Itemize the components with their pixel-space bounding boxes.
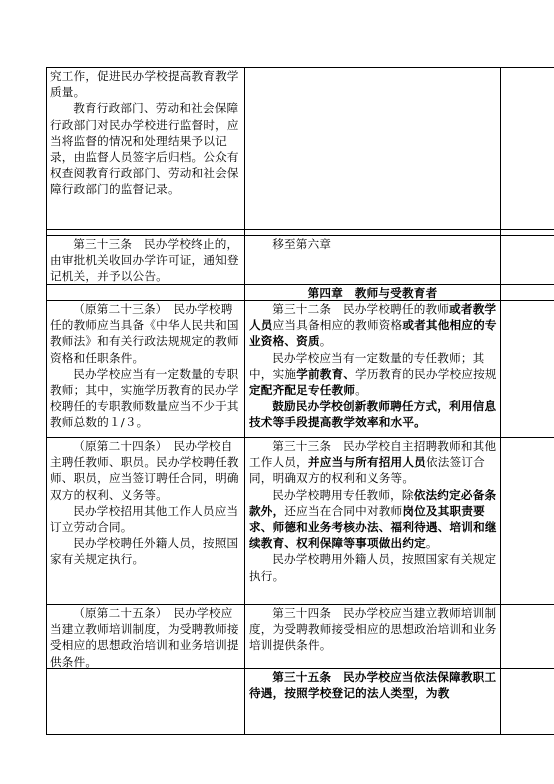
paragraph: 究工作，促进民办学校提高教育教学质量。 — [50, 69, 239, 100]
left-cell — [50, 605, 242, 670]
paragraph: 民办学校招用其他工作人员应当订立劳动合同。 — [50, 503, 239, 535]
row-divider — [46, 229, 554, 230]
paragraph: （原第二十四条） 民办学校自主聘任教师、职员。民办学校聘任教师、职员，应当签订聘任合同，明确双方的权利、义务等。 — [50, 439, 239, 502]
right-cell — [249, 438, 497, 584]
paragraph: （原第二十三条） 民办学校聘任的教师应当具备《中华人民共和国教师法》和有关行政法规规定的教师资格和任职条件。 — [50, 302, 239, 365]
left-cell — [50, 236, 242, 285]
left-cell — [50, 438, 242, 568]
paragraph: 第三十三条 民办学校自主招聘教师和其他工作人员，并应当与所有招用人员依法签订合同，明确双方的权利和义务等。 — [249, 439, 497, 486]
paragraph: 教育行政部门、劳动和社会保障行政部门对民办学校进行监督时，应当将监督的情况和处理结果予以记录，由监督人员签字后归档。公众有权查阅教育行政部门、劳动和社会保障行政部门的监督记录。 — [50, 101, 239, 197]
column-divider-right — [500, 67, 501, 735]
right-cell — [249, 669, 497, 701]
paragraph: 民办学校聘用外籍人员，按照国家有关规定执行。 — [249, 552, 497, 583]
paragraph: 民办学校聘用专任教师，除依法约定必备条款外，还应当在合同中对教师岗位及其职责要求、师德和业务考核办法、福利待遇、培训和继续教育、权利保障等事项做出约定。 — [249, 487, 497, 551]
table-border-left — [46, 67, 47, 735]
paragraph: 第三十二条 民办学校聘任的教师或者教学人员应当具备相应的教师资格或者其他相应的专业资格、资质。 — [249, 302, 497, 349]
paragraph: 第三十四条 民办学校应当建立教师培训制度，为受聘教师接受相应的思想政治培训和业务培训提供条件。 — [249, 606, 497, 653]
paragraph: （原第二十五条） 民办学校应当建立教师培训制度，为受聘教师接受相应的思想政治培训和业务培训提供条件。 — [50, 606, 239, 669]
paragraph: 第三十五条 民办学校应当依法保障教职工待遇，按照学校登记的法人类型，为教 — [249, 670, 497, 701]
paragraph: 鼓励民办学校创新教师聘任方式，利用信息技术等手段提高教学效率和水平。 — [249, 399, 497, 430]
left-cell — [50, 301, 242, 431]
paragraph: 民办学校应当有一定数量的专任教师；其中，实施学前教育、学历教育的民办学校应按规定配齐配足专任教师。 — [249, 350, 497, 398]
right-cell — [249, 301, 497, 431]
table-border-bottom — [46, 734, 554, 735]
paragraph: 民办学校聘任外籍人员，按照国家有关规定执行。 — [50, 536, 239, 567]
right-cell — [249, 236, 497, 252]
paragraph: 民办学校应当有一定数量的专职教师；其中，实施学历教育的民办学校聘任的专职教师数量应当不少于其教师总数的１/３。 — [50, 366, 239, 430]
paragraph: 移至第六章 — [272, 237, 332, 251]
chapter-title: 第四章 教师与受教育者 — [307, 286, 438, 300]
left-cell — [50, 68, 242, 198]
paragraph: 第三十三条 民办学校终止的，由审批机关收回办学许可证，通知登记机关，并予以公告。 — [50, 237, 239, 284]
column-divider — [244, 67, 245, 735]
right-cell — [249, 605, 497, 654]
